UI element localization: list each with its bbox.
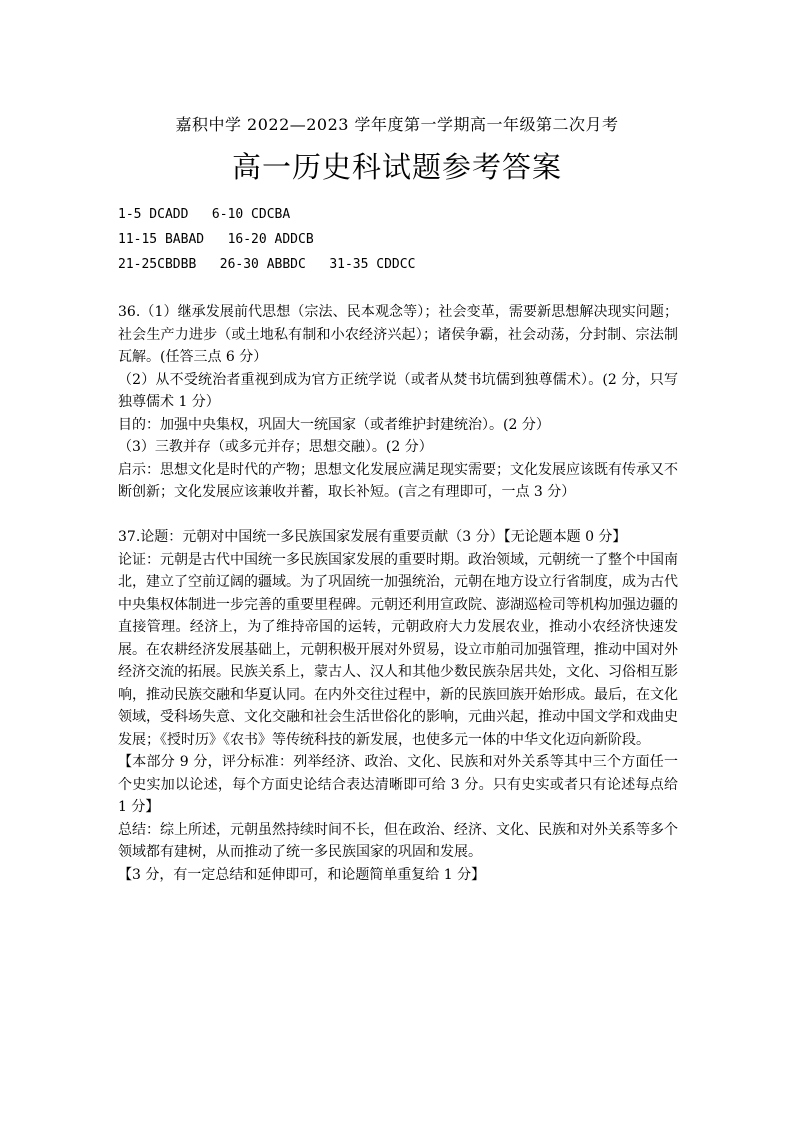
q37-summary-scoring: 【3 分，有一定总结和延伸即可，和论题简单重复给 1 分】 <box>118 866 486 883</box>
q36-part3: （3）三教并存（或多元并存；思想交融）。(2 分） <box>118 439 433 455</box>
q37-scoring-note: 【本部分 9 分，评分标准：列举经济、政治、文化、民族和对外关系等其中三个方面任一个史实加以论述，每个方面史论结合表达清晰即可给 3 分。只有史实或者只有论述每点给 1 分】 <box>118 754 678 815</box>
q36-part2: （2）从不受统治者重视到成为官方正统学说（或者从焚书坑儒到独尊儒术）。(2 分，只写独尊儒术 1 分） <box>118 371 678 410</box>
section-gap <box>118 504 678 527</box>
q37-summary: 总结：综上所述，元朝虽然持续时间不长，但在政治、经济、文化、民族和对外关系等多个领域都有建树，从而推动了统一多民族国家的巩固和发展。 <box>118 821 678 860</box>
q36-inspiration: 启示：思想文化是时代的产物；思想文化发展应满足现实需要；文化发展应该既有传承又不断创新；文化发展应该兼收并蓄，取长补短。(言之有理即可，一点 3 分） <box>118 461 678 500</box>
multiple-choice-answers <box>118 202 415 277</box>
answer-row: 1-5 DCADD 6-10 CDCBA <box>118 207 291 222</box>
q37-argument: 论证：元朝是古代中国统一多民族国家发展的重要时期。政治领域，元朝统一了整个中国南北，建立了空前辽阔的疆域。为了巩固统一加强统治，元朝在地方设立行省制度，成为古代中央集权体制进一步完善的重要里程碑。元朝还利用宣政院、澎湖巡检司等机构加强边疆的直接管理。经济上，为了维持帝国的运转，元朝政府大力发展农业，推动小农经济快速发展。在农耕经济发展基础上，元朝积极开展对外贸易，设立市舶司加强管理，推动中国对外经济交流的拓展。民族关系上，蒙古人、汉人和其他少数民族杂居共处，文化、习俗相互影响，推动民族交融和华夏认同。在内外交往过程中，新的民族回族开始形成。最后，在文化领域，受科场失意、文化交融和社会生活世俗化的影响，元曲兴起，推动中国文学和戏曲史发展；《授时历》《农书》等传统科技的新发展，也使多元一体的中华文化迈向新阶段。 <box>118 551 678 748</box>
question-36 <box>118 301 678 504</box>
essay-answers <box>118 301 678 886</box>
answer-row: 11-15 BABAD 16-20 ADDCB <box>118 232 314 247</box>
exam-header: 嘉积中学 2022—2023 学年度第一学期高一年级第二次月考 <box>175 115 619 134</box>
q37-thesis: 37.论题：元朝对中国统一多民族国家发展有重要贡献（3 分）【无论题本题 0 分】 <box>118 529 627 545</box>
answer-row: 21-25CBDBB 26-30 ABBDC 31-35 CDDCC <box>118 257 416 272</box>
q36-part1: 36.（1）继承发展前代思想（宗法、民本观念等）；社会变革，需要新思想解决现实问题；社会生产力进步（或土地私有制和小农经济兴起）；诸侯争霸，社会动荡，分封制、宗法制瓦解。(任答三点 6 分） <box>118 304 678 365</box>
q36-purpose: 目的：加强中央集权，巩固大一统国家（或者维护封建统治）。(2 分） <box>118 416 550 433</box>
page-title: 高一历史科试题参考答案 <box>231 150 562 184</box>
question-37 <box>118 526 678 886</box>
